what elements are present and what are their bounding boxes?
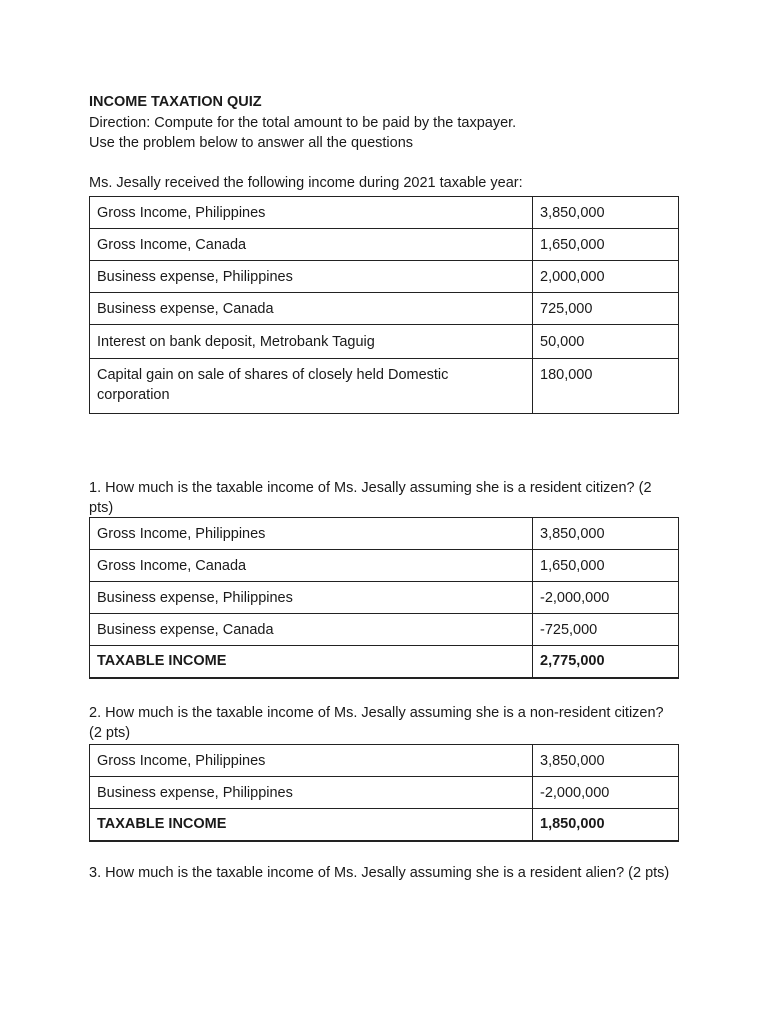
table-row bbox=[90, 293, 679, 325]
table-row bbox=[90, 518, 679, 550]
row-value: 50,000 bbox=[533, 325, 679, 359]
table-row bbox=[90, 745, 679, 777]
table-row bbox=[90, 261, 679, 293]
row-label: Business expense, Philippines bbox=[90, 261, 533, 293]
question-3: 3. How much is the taxable income of Ms. Jesally assuming she is a resident alien? (2 pts) bbox=[89, 865, 670, 881]
row-value: 3,850,000 bbox=[533, 197, 679, 229]
question-2: 2. How much is the taxable income of Ms. Jesally assuming she is a non-resident citizen? (2 pts) bbox=[89, 705, 664, 741]
row-value: -2,000,000 bbox=[533, 777, 679, 809]
table-row bbox=[90, 614, 679, 646]
table-row bbox=[90, 359, 679, 414]
table-row bbox=[90, 325, 679, 359]
table-row bbox=[90, 550, 679, 582]
row-label: Capital gain on sale of shares of closely held Domestic corporation bbox=[90, 359, 533, 414]
question-1: 1. How much is the taxable income of Ms. Jesally assuming she is a resident citizen? (2 pts) bbox=[89, 480, 652, 516]
row-value: 2,000,000 bbox=[533, 261, 679, 293]
total-row bbox=[90, 809, 679, 841]
total-value: 1,850,000 bbox=[533, 809, 679, 841]
table-row bbox=[90, 229, 679, 261]
q1-table bbox=[89, 517, 679, 679]
row-value: 180,000 bbox=[533, 359, 679, 414]
total-label: TAXABLE INCOME bbox=[90, 646, 533, 678]
total-row bbox=[90, 646, 679, 678]
row-label: Gross Income, Canada bbox=[90, 550, 533, 582]
row-value: -2,000,000 bbox=[533, 582, 679, 614]
row-value: 725,000 bbox=[533, 293, 679, 325]
row-label: Gross Income, Philippines bbox=[90, 197, 533, 229]
income-table bbox=[89, 196, 679, 414]
row-value: 3,850,000 bbox=[533, 518, 679, 550]
row-label: Gross Income, Philippines bbox=[90, 745, 533, 777]
direction-text: Direction: Compute for the total amount to be paid by the taxpayer. bbox=[89, 115, 517, 131]
row-label: Business expense, Philippines bbox=[90, 777, 533, 809]
table-row bbox=[90, 197, 679, 229]
total-label: TAXABLE INCOME bbox=[90, 809, 533, 841]
row-label: Gross Income, Canada bbox=[90, 229, 533, 261]
table-row bbox=[90, 777, 679, 809]
row-value: 1,650,000 bbox=[533, 229, 679, 261]
row-label: Gross Income, Philippines bbox=[90, 518, 533, 550]
row-label: Business expense, Canada bbox=[90, 293, 533, 325]
row-value: 3,850,000 bbox=[533, 745, 679, 777]
q2-table bbox=[89, 744, 679, 842]
table-row bbox=[90, 582, 679, 614]
row-value: -725,000 bbox=[533, 614, 679, 646]
row-label: Interest on bank deposit, Metrobank Taguig bbox=[90, 325, 533, 359]
quiz-title: INCOME TAXATION QUIZ bbox=[89, 94, 262, 110]
problem-intro: Ms. Jesally received the following income during 2021 taxable year: bbox=[89, 175, 523, 191]
total-value: 2,775,000 bbox=[533, 646, 679, 678]
row-label: Business expense, Philippines bbox=[90, 582, 533, 614]
row-label: Business expense, Canada bbox=[90, 614, 533, 646]
instruction-text: Use the problem below to answer all the questions bbox=[89, 135, 414, 151]
row-value: 1,650,000 bbox=[533, 550, 679, 582]
